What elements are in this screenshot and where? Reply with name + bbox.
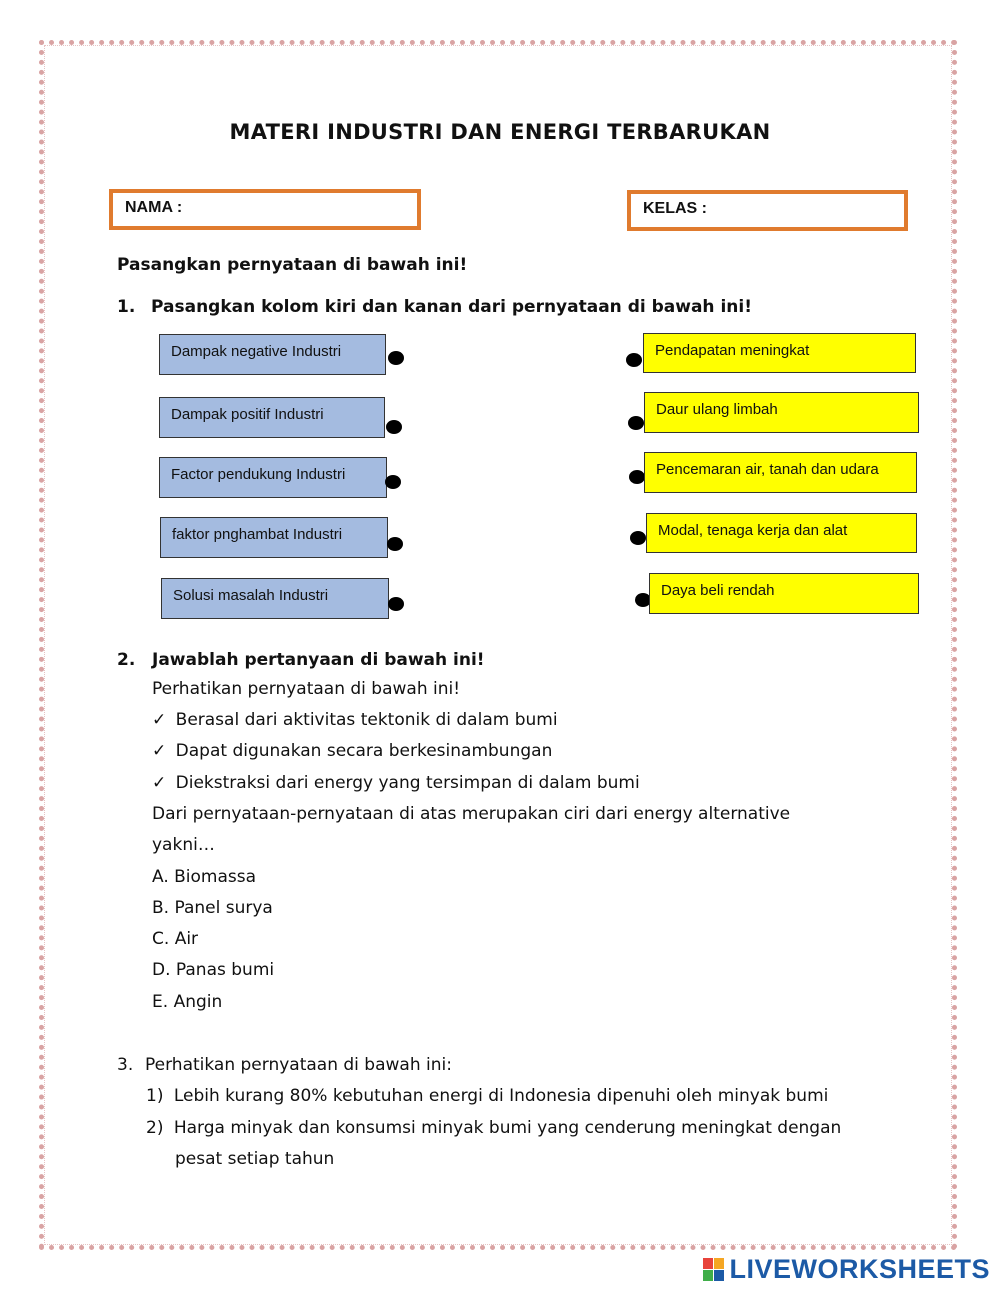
check-icon: ✓ xyxy=(152,741,167,761)
left-connector-dot-1[interactable] xyxy=(388,351,404,365)
check-item-2 xyxy=(152,741,552,761)
q2-heading: Jawablah pertanyaan di bawah ini! xyxy=(152,650,485,670)
option-text: Air xyxy=(174,929,199,949)
check-item-1 xyxy=(152,710,558,730)
q3-item-2 xyxy=(146,1118,841,1138)
option-text: Biomassa xyxy=(174,867,257,887)
q1-text: Pasangkan kolom kiri dan kanan dari pernyataan di bawah ini! xyxy=(151,297,752,317)
right-item-4[interactable]: Modal, tenaga kerja dan alat xyxy=(646,513,917,553)
option-letter: E. xyxy=(152,992,169,1012)
option-text: Angin xyxy=(173,992,223,1012)
right-connector-dot-1[interactable] xyxy=(626,353,642,367)
left-item-3[interactable]: Factor pendukung Industri xyxy=(159,457,387,498)
q3-item-1 xyxy=(146,1086,828,1106)
logo-text: LIVEWORKSHEETS xyxy=(729,1254,990,1284)
instruction: Pasangkan pernyataan di bawah ini! xyxy=(117,255,468,275)
q2-question-line2: yakni… xyxy=(152,835,215,855)
right-connector-dot-4[interactable] xyxy=(630,531,646,545)
q2-intro: Perhatikan pernyataan di bawah ini! xyxy=(152,679,461,699)
option-letter: B. xyxy=(152,898,170,918)
option-letter: A. xyxy=(152,867,169,887)
option-letter: D. xyxy=(152,960,171,980)
right-item-3[interactable]: Pencemaran air, tanah dan udara xyxy=(644,452,917,493)
nama-field[interactable] xyxy=(109,189,421,230)
q3-item-num: 2) xyxy=(146,1118,164,1138)
check-icon: ✓ xyxy=(152,710,167,730)
option-letter: C. xyxy=(152,929,170,949)
left-item-5[interactable]: Solusi masalah Industri xyxy=(161,578,389,619)
right-connector-dot-3[interactable] xyxy=(629,470,645,484)
check-text: Berasal dari aktivitas tektonik di dalam bumi xyxy=(175,710,558,730)
left-connector-dot-3[interactable] xyxy=(385,475,401,489)
q3-number: 3. xyxy=(117,1055,134,1075)
q1-number: 1. xyxy=(117,297,136,317)
check-icon: ✓ xyxy=(152,773,167,793)
q2-number: 2. xyxy=(117,650,136,670)
q3-item-num: 1) xyxy=(146,1086,164,1106)
left-connector-dot-2[interactable] xyxy=(386,420,402,434)
q3-intro: Perhatikan pernyataan di bawah ini: xyxy=(145,1055,452,1075)
left-item-1[interactable]: Dampak negative Industri xyxy=(159,334,386,375)
q3-item-2-continuation: pesat setiap tahun xyxy=(175,1149,335,1169)
left-item-2[interactable]: Dampak positif Industri xyxy=(159,397,385,438)
liveworksheets-mark-icon xyxy=(703,1258,725,1282)
option-d[interactable] xyxy=(152,960,274,980)
right-connector-dot-2[interactable] xyxy=(628,416,644,430)
left-item-4[interactable]: faktor pnghambat Industri xyxy=(160,517,388,558)
q3-item-text: Harga minyak dan konsumsi minyak bumi yang cenderung meningkat dengan xyxy=(173,1118,842,1138)
check-text: Diekstraksi dari energy yang tersimpan di dalam bumi xyxy=(175,773,640,793)
option-c[interactable] xyxy=(152,929,198,949)
option-b[interactable] xyxy=(152,898,273,918)
right-item-5[interactable]: Daya beli rendah xyxy=(649,573,919,614)
left-connector-dot-5[interactable] xyxy=(388,597,404,611)
left-connector-dot-4[interactable] xyxy=(387,537,403,551)
option-a[interactable] xyxy=(152,867,256,887)
nama-label: NAMA : xyxy=(125,199,183,216)
option-text: Panas bumi xyxy=(175,960,275,980)
option-e[interactable] xyxy=(152,992,222,1012)
right-item-2[interactable]: Daur ulang limbah xyxy=(644,392,919,433)
right-item-1[interactable]: Pendapatan meningkat xyxy=(643,333,916,373)
option-text: Panel surya xyxy=(174,898,273,918)
liveworksheets-logo xyxy=(703,1254,990,1285)
kelas-field[interactable] xyxy=(627,190,908,231)
worksheet-title: MATERI INDUSTRI DAN ENERGI TERBARUKAN xyxy=(229,120,771,144)
check-text: Dapat digunakan secara berkesinambungan xyxy=(175,741,553,761)
kelas-label: KELAS : xyxy=(643,200,707,217)
q3-item-text: Lebih kurang 80% kebutuhan energi di Indonesia dipenuhi oleh minyak bumi xyxy=(173,1086,829,1106)
check-item-3 xyxy=(152,773,640,793)
q2-question-line1: Dari pernyataan-pernyataan di atas merupakan ciri dari energy alternative xyxy=(152,804,791,824)
